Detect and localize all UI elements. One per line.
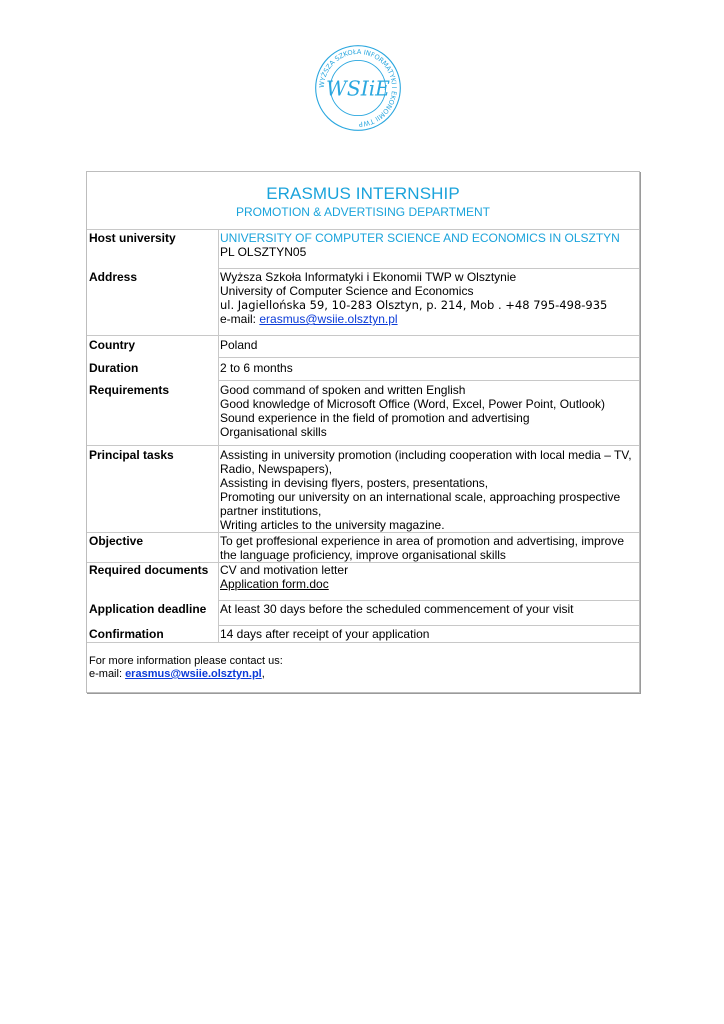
page-title: ERASMUS INTERNSHIP: [266, 184, 460, 203]
internship-card: [86, 171, 640, 693]
required-documents-label: Required documents: [89, 563, 209, 577]
confirmation-label: Confirmation: [89, 627, 164, 641]
principal-tasks-label: Principal tasks: [89, 448, 174, 462]
contact-footer: [89, 655, 283, 681]
objective-line-1: To get proffesional experience in area of promotion and advertising, improve: [220, 534, 625, 548]
application-form-link[interactable]: Application form.doc: [220, 577, 329, 591]
contact-email-link[interactable]: erasmus@wsiie.olsztyn.pl: [125, 668, 262, 680]
divider: [87, 335, 639, 336]
confirmation-value: 14 days after receipt of your application: [220, 627, 430, 641]
divider: [218, 357, 639, 358]
divider: [218, 600, 639, 601]
application-deadline-label: Application deadline: [89, 602, 207, 616]
divider: [218, 625, 639, 626]
divider: [87, 229, 639, 230]
contact-email-suffix: ,: [261, 668, 265, 680]
task-line: Assisting in university promotion (including cooperation with local media – TV,: [220, 448, 632, 462]
divider: [87, 445, 639, 446]
requirements-label: Requirements: [89, 383, 170, 397]
contact-intro: For more information please contact us:: [89, 655, 283, 667]
requirement-item: Sound experience in the field of promotion and advertising: [220, 411, 530, 425]
divider: [87, 532, 639, 533]
task-line: Radio, Newspapers),: [220, 462, 333, 476]
divider: [218, 268, 639, 269]
country-value: Poland: [220, 338, 258, 352]
address-email-prefix: e-mail:: [220, 312, 260, 326]
address-label: Address: [89, 270, 138, 284]
column-divider: [218, 229, 219, 642]
host-university-label: Host university: [89, 231, 176, 245]
objective-line-2: the language proficiency, improve organisational skills: [220, 548, 506, 562]
task-line: partner institutions,: [220, 504, 322, 518]
objective-label: Objective: [89, 534, 144, 548]
divider: [218, 380, 639, 381]
host-university-code: PL OLSZTYN05: [220, 245, 307, 259]
task-line: Promoting our university on an international scale, approaching prospective: [220, 490, 621, 504]
requirement-item: Organisational skills: [220, 425, 327, 439]
requirement-item: Good knowledge of Microsoft Office (Word, Excel, Power Point, Outlook): [220, 397, 606, 411]
task-line: Assisting in devising flyers, posters, presentations,: [220, 476, 489, 490]
duration-value: 2 to 6 months: [220, 361, 293, 375]
divider: [87, 642, 639, 643]
address-line-2: University of Computer Science and Economics: [220, 284, 474, 298]
contact-email-prefix: e-mail:: [89, 668, 126, 680]
country-label: Country: [89, 338, 135, 352]
host-university-name: UNIVERSITY OF COMPUTER SCIENCE AND ECONOMICS IN OLSZTYN: [220, 231, 620, 245]
duration-label: Duration: [89, 361, 139, 375]
document-item: CV and motivation letter: [220, 563, 349, 577]
task-line: Writing articles to the university magazine.: [220, 518, 445, 532]
address-line-1: Wyższa Szkoła Informatyki i Ekonomii TWP w Olsztynie: [220, 270, 517, 284]
logo-ring-text: WYŻSZA SZKOŁA INFORMATYKI I EKONOMII TWP: [317, 47, 399, 129]
page-subtitle: PROMOTION & ADVERTISING DEPARTMENT: [235, 205, 491, 219]
application-deadline-value: At least 30 days before the scheduled commencement of your visit: [220, 602, 574, 616]
address-line-3: ul. Jagiellońska 59, 10-283 Olsztyn, p. 214, Mob . +48 795-498-935: [220, 298, 608, 312]
requirement-item: Good command of spoken and written English: [220, 383, 466, 397]
logo-monogram: WSIiE: [326, 76, 390, 101]
address-email-link[interactable]: erasmus@wsiie.olsztyn.pl: [259, 312, 398, 326]
university-logo: [312, 42, 404, 134]
